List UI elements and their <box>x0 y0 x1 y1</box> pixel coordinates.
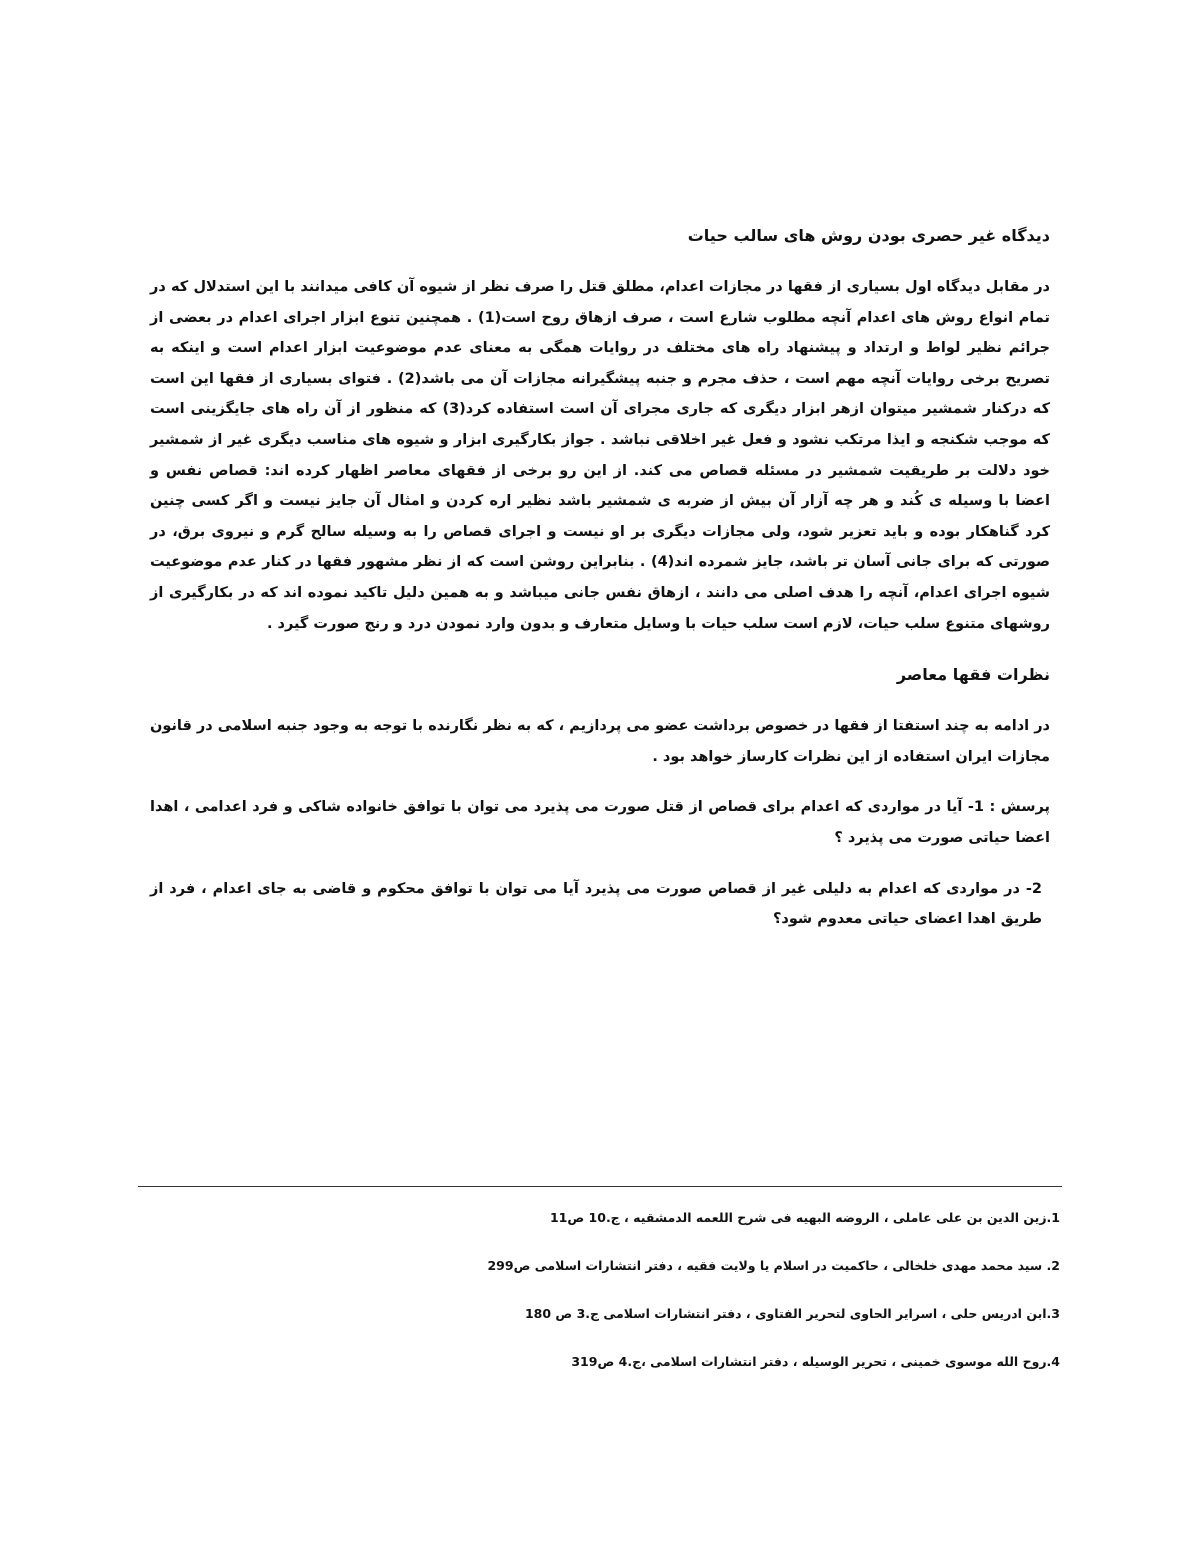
footnote-3: 3.ابن ادریس حلی ، اسرایر الحاوی لتحریر الفتاوی ، دفتر انتشارات اسلامی ج.3 ص 180 <box>524 1306 1060 1321</box>
section-heading-contemporary-jurists: نظرات فقها معاصر <box>896 665 1050 685</box>
paragraph-question-1: پرسش : 1- آیا در مواردی که اعدام برای قصاص از قتل صورت می پذیرد می توان با توافق خانواده شاکی و فرد اعدامی ، اهدا اعضا حیاتی صورت می پذیرد ؟ <box>150 799 1050 846</box>
footnote-1: 1.زین الدین بن علی عاملی ، الروضه البهیه فی شرح اللعمه الدمشقیه ، ج.10 ص11 <box>549 1210 1060 1225</box>
footnote-4: 4.روح الله موسوی خمینی ، تحریر الوسیله ، دفتر انتشارات اسلامی ،ج.4 ص319 <box>571 1354 1060 1369</box>
main-content <box>150 222 1050 935</box>
paragraph-non-exclusive-methods: در مقابل دیدگاه اول بسیاری از فقها در مجازات اعدام، مطلق قتل را صرف نظر از شیوه آن کافی میدانند با این استدلال که در تمام انواع روش های اعدام آنچه مطلوب شارع است ، صرف ازهاق روح است(1) . همچنین تنوع ابزار اجرای اعدام در بعضی از جرائم نظیر لواط و ارتداد و پیشنهاد راه های مختلف در روایات همگی به معنای عدم موضوعیت ابزار اعدام است و اینکه به تصریح برخی روایات آنچه مهم است ، حذف مجرم و جنبه پیشگیرانه مجازات آن می باشد(2) . فتوای بسیاری از فقها این است که درکنار شمشیر میتوان ازهر ابزار دیگری که جاری مجرای آن است استفاده کرد(3) که منظور از آن راه های جایگزینی است که موجب شکنجه و ایذا مرتکب نشود و فعل غیر اخلاقی نباشد . جواز بکارگیری ابزار و شیوه های مناسب دیگری غیر از شمشیر خود دلالت بر طریقیت شمشیر در مسئله قصاص می کند. از این رو برخی از فقهای معاصر اظهار کرده اند: قصاص نفس و اعضا با وسیله ی کُند و هر چه آزار آن بیش از ضربه ی شمشیر باشد نظیر اره کردن و امثال آن جایز نیست و اگر کسی چنین کرد گناهکار بوده و باید تعزیر شود، ولی مجازات دیگری بر او نیست و اجرای قصاص را به وسیله سالح گرم و نیروی برق، در صورتی که برای جانی آسان تر باشد، جایز شمرده اند(4) . بنابراین روشن است که از نظر مشهور فقها در کنار عدم موضوعیت شیوه اجرای اعدام، آنچه را هدف اصلی می دانند ، ازهاق نفس جانی میباشد و به همین دلیل تاکید نموده اند که در بکارگیری از روشهای متنوع سلب حیات، لازم است سلب حیات با وسایل متعارف و بدون وارد نمودن درد و رنج صورت گیرد . <box>150 279 1051 632</box>
paragraph-question-2: 2- در مواردی که اعدام به دلیلی غیر از قصاص صورت می پذیرد آیا می توان با توافق محکوم و قاضی به جای اعدام ، فرد از طریق اهدا اعضای حیاتی معدوم شود؟ <box>150 880 1042 928</box>
paragraph-fatwa-intro: در ادامه به چند استفتا از فقها در خصوص برداشت عضو می پردازیم ، که به نظر نگارنده با توجه به وجود جنبه اسلامی در قانون مجازات ایران استفاده از این نظرات کارساز خواهد بود . <box>150 718 1050 765</box>
footnotes <box>140 1208 1060 1400</box>
footnote-divider <box>138 1186 1062 1187</box>
footnote-2: 2. سید محمد مهدی خلخالی ، حاکمیت در اسلام یا ولایت فقیه ، دفتر انتشارات اسلامی ص299 <box>487 1258 1060 1273</box>
section-heading-non-exclusive-methods: دیدگاه غیر حصری بودن روش های سالب حیات <box>687 226 1050 245</box>
